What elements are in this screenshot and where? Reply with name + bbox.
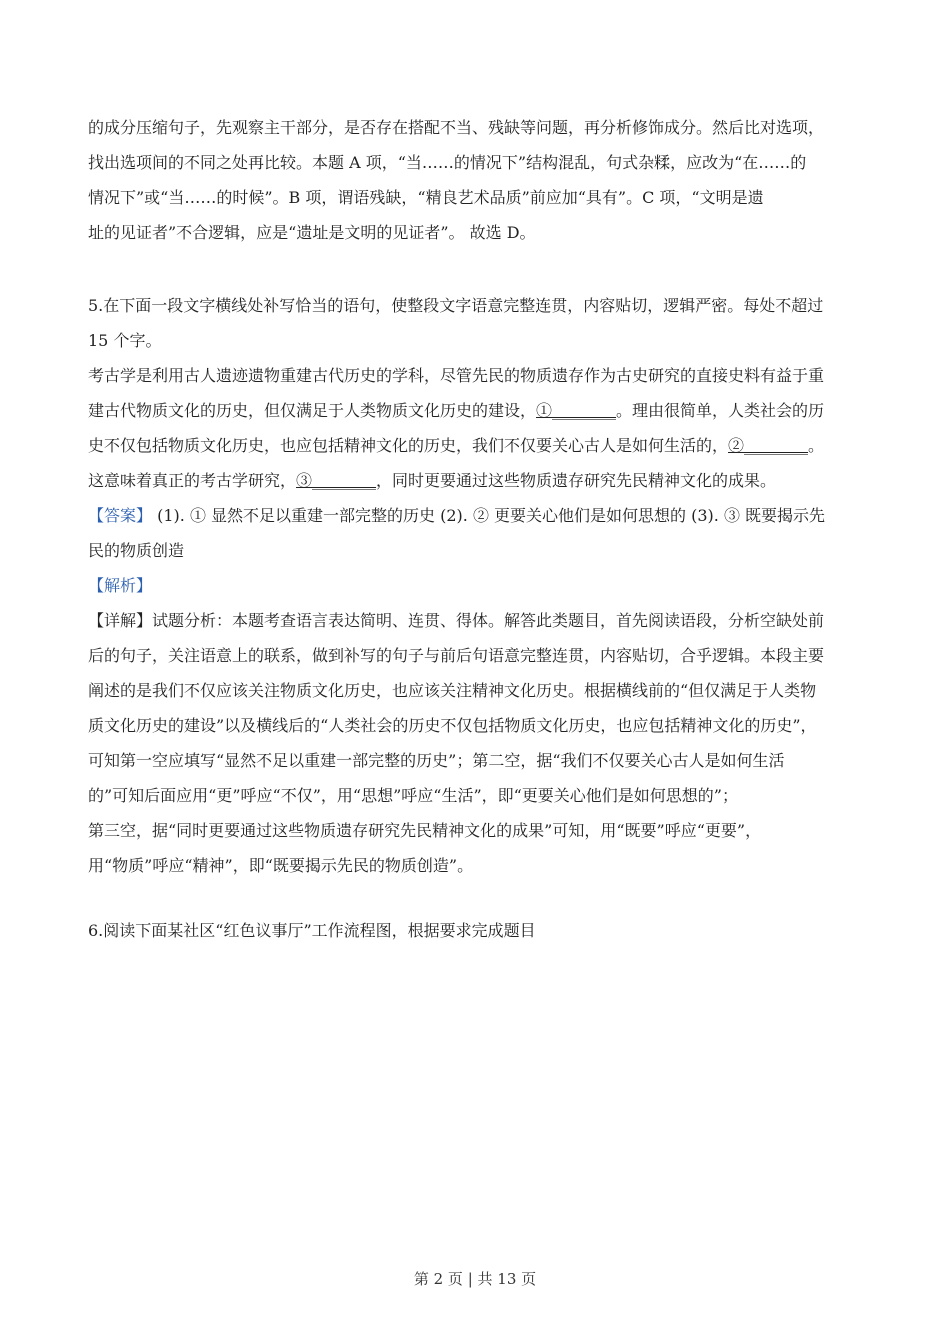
passage-text: 。理由很简单，人类社会的历 — [616, 401, 825, 420]
detail-line — [88, 603, 868, 638]
detail-text: 试题分析：本题考查语言表达简明、连贯、得体。解答此类题目，首先阅读语段，分析空缺处前 — [152, 611, 825, 630]
passage-text: 这意味着真正的考古学研究， — [88, 471, 297, 490]
page-content — [88, 110, 868, 948]
question-stem: 15 个字。 — [88, 331, 162, 350]
answer-text: (1). ① 显然不足以重建一部完整的历史 (2). ② 更要关心他们是如何思想的 (3). ③ 既要揭示先 — [152, 506, 826, 525]
blank-1: ①________ — [536, 401, 617, 420]
blank-2: ②________ — [728, 436, 809, 455]
detail-line: 质文化历史的建设”以及横线后的“人类社会的历史不仅包括物质文化历史，也应包括精神文化的历史”， — [88, 716, 817, 735]
answer-line: 民的物质创造 — [88, 541, 185, 560]
analysis-heading — [88, 568, 868, 603]
detail-line: 用“物质”呼应“精神”，即“既要揭示先民的物质创造”。 — [88, 856, 474, 875]
blank-3: ③________ — [296, 471, 377, 490]
passage-line — [88, 463, 868, 498]
detail-tag: 【详解】 — [88, 611, 153, 630]
page-footer: 第 2 页 | 共 13 页 — [413, 1270, 537, 1288]
text-line: 址的见证者”不合逻辑，应是“遗址是文明的见证者”。 故选 D。 — [88, 223, 536, 242]
detail-line: 第三空，据“同时更要通过这些物质遗存研究先民精神文化的成果”可知，用“既要”呼应“更要”， — [88, 821, 762, 840]
analysis-tag: 【解析】 — [88, 576, 153, 595]
answer-line — [88, 498, 868, 533]
detail-line: 后的句子，关注语意上的联系，做到补写的句子与前后句语意完整连贯，内容贴切，合乎逻辑。本段主要 — [88, 646, 825, 665]
detail-line: 阐述的是我们不仅应该关注物质文化历史，也应该关注精神文化历史。根据横线前的“但仅满足于人类物 — [88, 681, 817, 700]
answer-tag: 【答案】 — [88, 506, 153, 525]
passage-text: 建古代物质文化的历史，但仅满足于人类物质文化历史的建设， — [88, 401, 537, 420]
passage-line — [88, 393, 868, 428]
question-stem: 6.阅读下面某社区“红色议事厅”工作流程图，根据要求完成题目 — [88, 921, 536, 940]
detail-line: 的”可知后面应用“更”呼应“不仅”，用“思想”呼应“生活”，即“更要关心他们是如何思想的”； — [88, 786, 738, 805]
text-line: 情况下”或“当……的时候”。B 项，谓语残缺，“精良艺术品质”前应加“具有”。C 项，“文明是遗 — [88, 188, 764, 207]
detail-line: 可知第一空应填写“显然不足以重建一部完整的历史”；第二空，据“我们不仅要关心古人是如何生活 — [88, 751, 785, 770]
passage-text: 。 — [808, 436, 825, 455]
text-line: 找出选项间的不同之处再比较。本题 A 项，“当……的情况下”结构混乱，句式杂糅，应改为“在……的 — [88, 153, 807, 172]
passage-line — [88, 428, 868, 463]
question-5 — [88, 288, 868, 883]
text-line: 的成分压缩句子，先观察主干部分，是否存在搭配不当、残缺等问题，再分析修饰成分。然后比对选项， — [88, 118, 825, 137]
prev-explanation — [88, 110, 868, 250]
passage-text: 史不仅包括物质文化历史，也应包括精神文化的历史，我们不仅要关心古人是如何生活的， — [88, 436, 729, 455]
question-6 — [88, 913, 868, 948]
question-stem: 5.在下面一段文字横线处补写恰当的语句，使整段文字语意完整连贯，内容贴切，逻辑严密。每处不超过 — [88, 296, 824, 315]
passage-line: 考古学是利用古人遗迹遗物重建古代历史的学科，尽管先民的物质遗存作为古史研究的直接史料有益于重 — [88, 366, 825, 385]
passage-text: ，同时更要通过这些物质遗存研究先民精神文化的成果。 — [376, 471, 777, 490]
